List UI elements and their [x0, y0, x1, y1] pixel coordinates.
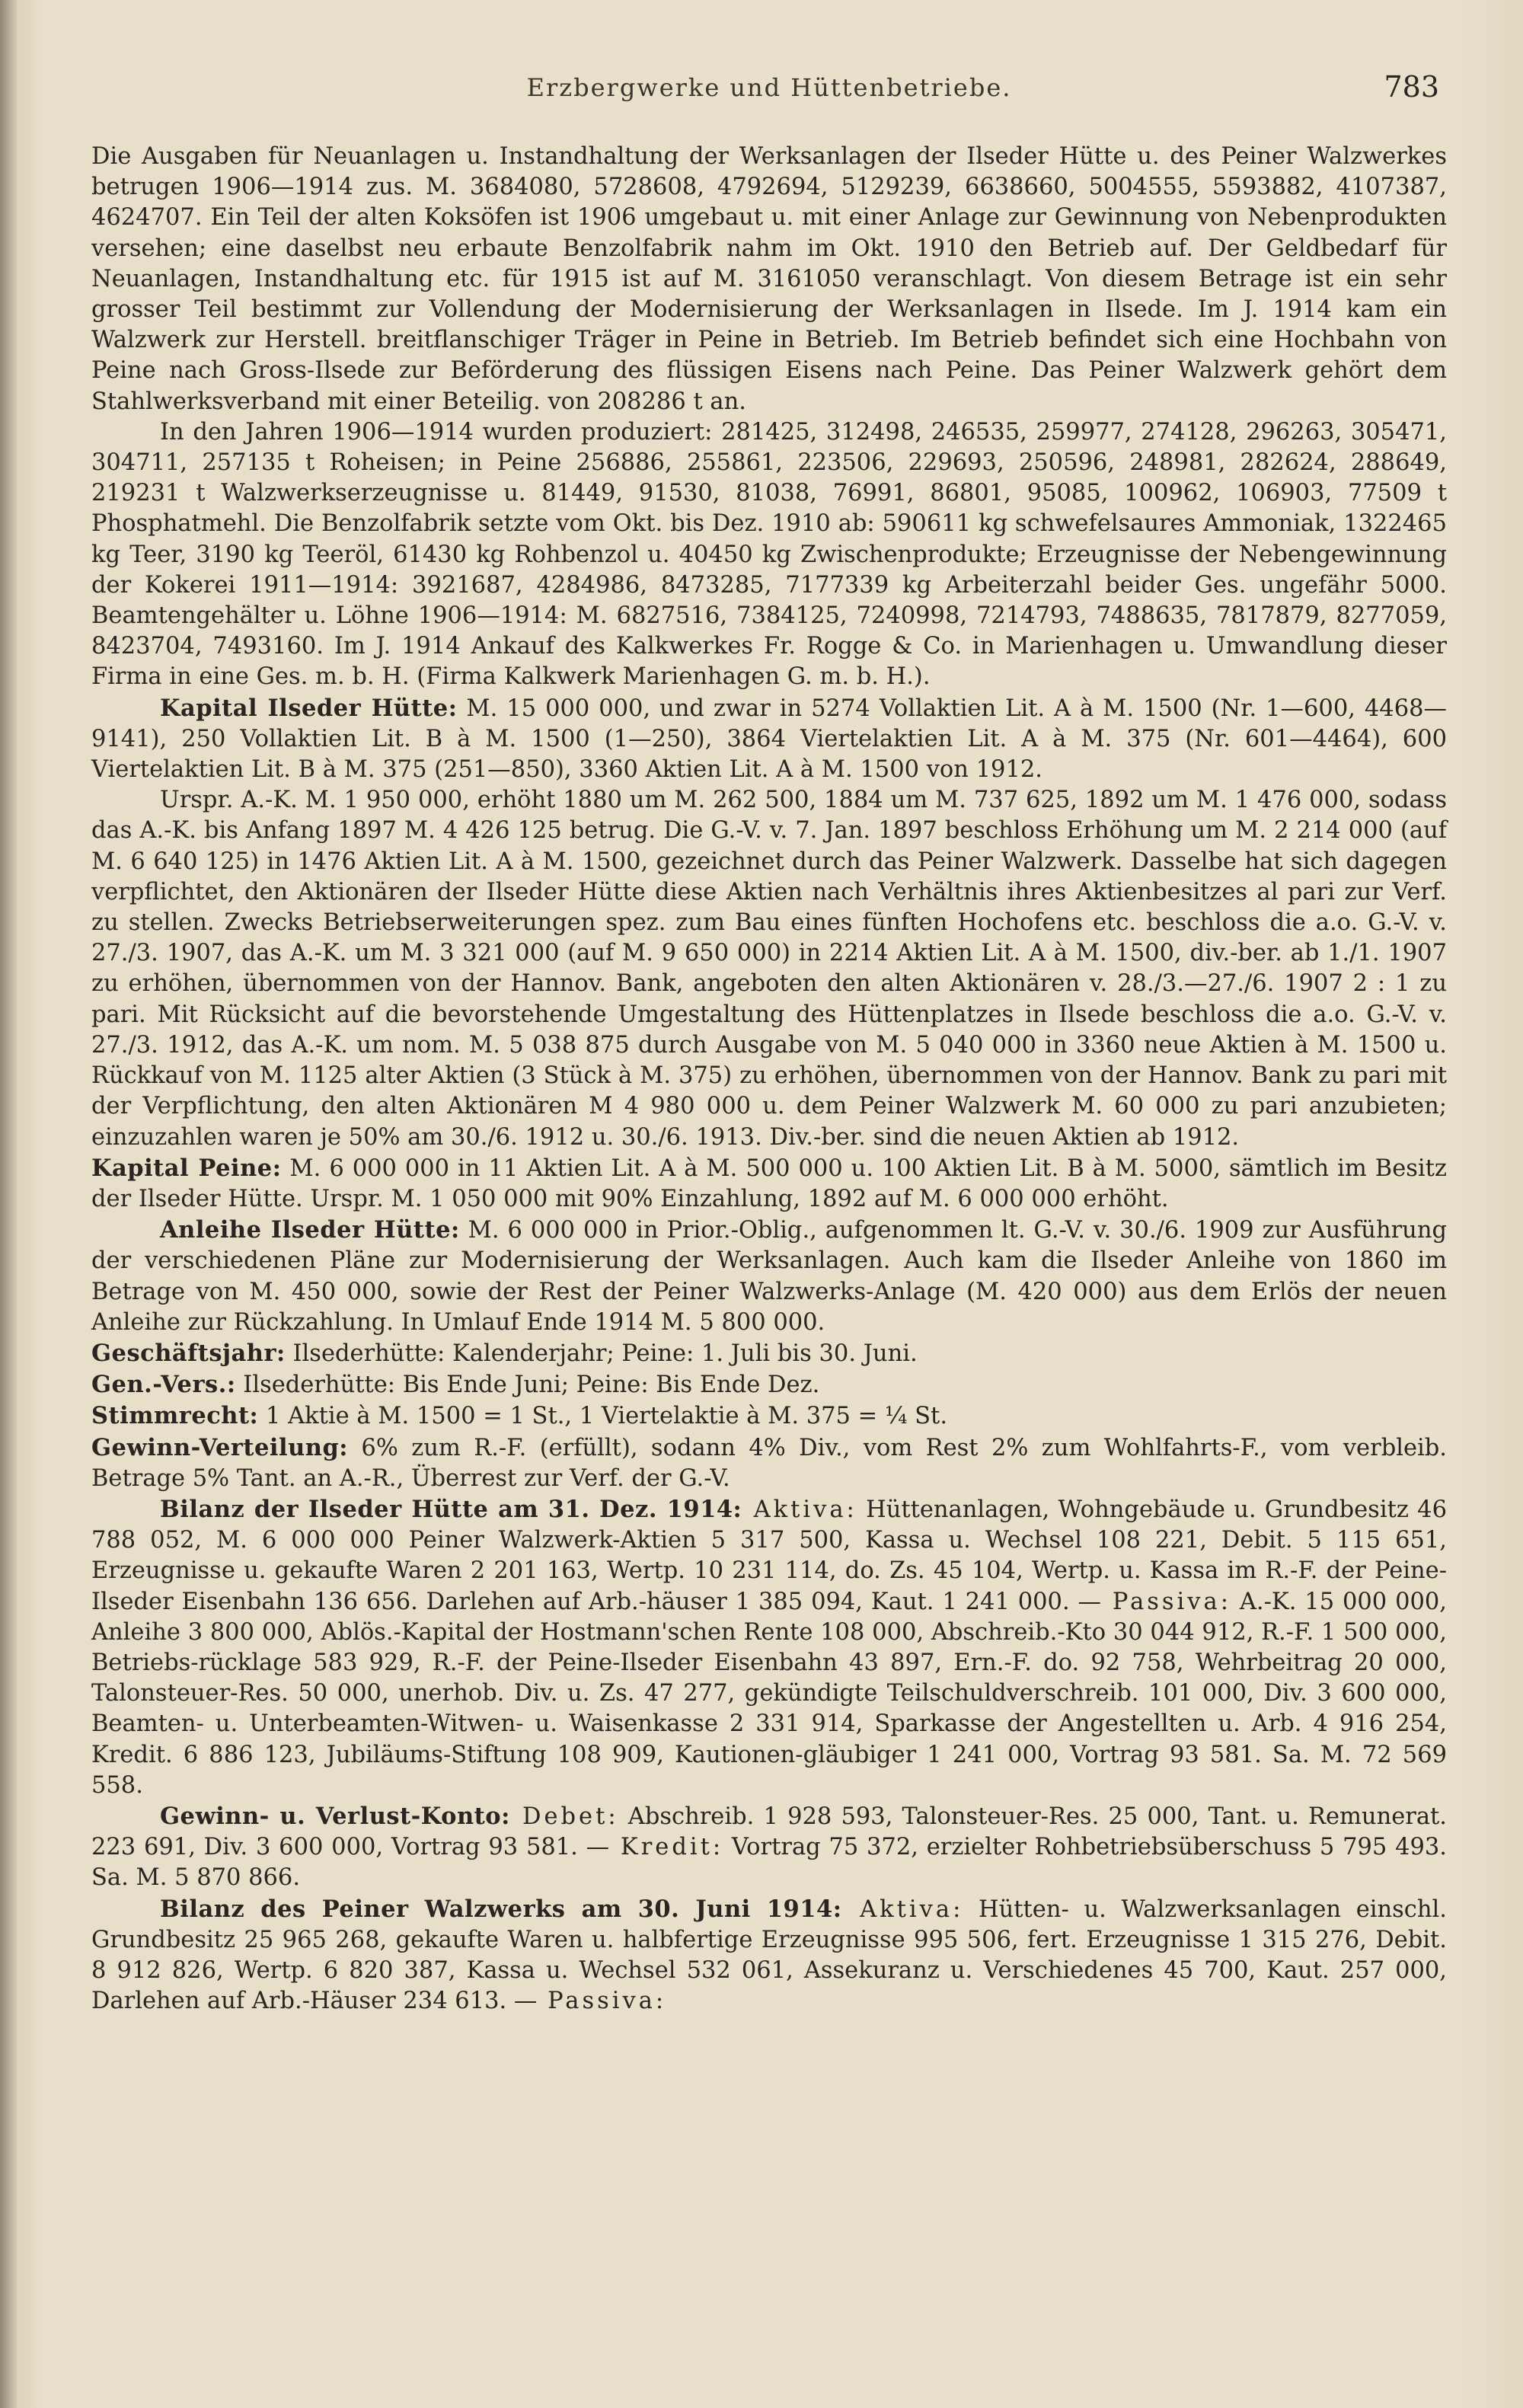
- gewinn-verlust-heading: Gewinn- u. Verlust-Konto:: [160, 1802, 510, 1830]
- bilanz-ilseder-aktiva-label: Aktiva:: [742, 1496, 857, 1523]
- paragraph-bilanz-peine: [91, 1894, 1447, 2017]
- genvers-heading: Gen.-Vers.:: [91, 1371, 236, 1399]
- gewinn-verlust-kredit-text: Vortrag 75 372, erzielter Rohbetriebsüberschuss 5 795 493. Sa. M. 5 870 866.: [91, 1834, 1447, 1892]
- bilanz-peine-aktiva-label: Aktiva:: [841, 1895, 964, 1923]
- paragraph-genvers: [91, 1369, 1447, 1400]
- paragraph-bilanz-ilseder: [91, 1494, 1447, 1801]
- bilanz-ilseder-passiva-label: Passiva:: [1101, 1588, 1232, 1615]
- paragraph-stimmrecht: [91, 1400, 1447, 1432]
- gewinn-verlust-debet-text: Abschreib. 1 928 593, Talonsteuer-Res. 25 000, Tant. u. Remunerat. 223 691, Div. 3 600 000, Vortrag 93 581. —: [91, 1803, 1447, 1861]
- bilanz-peine-heading: Bilanz des Peiner Walzwerks am 30. Juni 1914:: [160, 1895, 842, 1923]
- paragraph-kapital-peine: [91, 1153, 1447, 1215]
- anleihe-heading: Anleihe Ilseder Hütte:: [160, 1216, 460, 1244]
- genvers-text: Ilsederhütte: Bis Ende Juni; Peine: Bis Ende Dez.: [235, 1372, 820, 1399]
- bilanz-peine-passiva-label: Passiva:: [537, 1988, 667, 2015]
- page-number: 783: [1384, 70, 1439, 104]
- kapital-peine-heading: Kapital Peine:: [91, 1154, 282, 1182]
- binding-shadow: [0, 0, 17, 2408]
- bilanz-ilseder-heading: Bilanz der Ilseder Hütte am 31. Dez. 1914:: [160, 1495, 742, 1523]
- paragraph-gewinn-verlust: [91, 1801, 1447, 1894]
- body-text: [91, 142, 1447, 2017]
- bilanz-ilseder-aktiva-text: Hüttenanlagen, Wohngebäude u. Grundbesitz 46 788 052, M. 6 000 000 Peiner Walzwerk-Aktien 5 317 500, Kassa u. Wechsel 108 221, Debit. 5 115 651, Erzeugnisse u. gekaufte Waren 2 201 163, Wertp. 10 231 114, do. Zs. 45 104, Wertp. u. Kassa im R.-F. der Peine-Ilseder Eisenbahn 136 656. Darlehen auf Arb.-häuser 1 385 094, Kaut. 1 241 000. —: [91, 1496, 1447, 1615]
- paragraph-geschaeftsjahr: [91, 1338, 1447, 1369]
- stimmrecht-heading: Stimmrecht:: [91, 1402, 259, 1430]
- gewinn-verlust-kredit-label: Kredit:: [609, 1834, 724, 1861]
- kapital-ilseder-text: M. 15 000 000, und zwar in 5274 Vollaktien Lit. A à M. 1500 (Nr. 1—600, 4468—9141), 250 Vollaktien Lit. B à M. 1500 (1—250), 3864 Viertelaktien Lit. A à M. 375 (Nr. 601—4464), 600 Viertelaktien Lit. B à M. 375 (251—850), 3360 Aktien Lit. A à M. 1500 von 1912.: [91, 695, 1448, 784]
- geschaeftsjahr-heading: Geschäftsjahr:: [91, 1339, 286, 1367]
- paragraph-investments: Die Ausgaben für Neuanlagen u. Instandhaltung der Werksanlagen der Ilseder Hütte u. des Peiner Walzwerkes betrugen 1906—1914 zus. M. 3684080, 5728608, 4792694, 5129239, 6638660, 5004555, 5593882, 4107387, 4624707. Ein Teil der alten Koksöfen ist 1906 umgebaut u. mit einer Anlage zur Gewinnung von Nebenprodukten versehen; eine daselbst neu erbaute Benzolfabrik nahm im Okt. 1910 den Betrieb auf. Der Geldbedarf für Neuanlagen, Instandhaltung etc. für 1915 ist auf M. 3161050 veranschlagt. Von diesem Betrage ist ein sehr grosser Teil bestimmt zur Vollendung der Modernisierung der Werksanlagen in Ilsede. Im J. 1914 kam ein Walzwerk zur Herstell. breitflanschiger Träger in Peine in Betrieb. Im Betrieb befindet sich eine Hochbahn von Peine nach Gross-Ilsede zur Beförderung des flüssigen Eisens nach Peine. Das Peiner Walzwerk gehört dem Stahlwerksverband mit einer Beteilig. von 208286 t an.: [91, 143, 1447, 415]
- paragraph-gewinn-verteilung: [91, 1432, 1447, 1494]
- paragraph-production: In den Jahren 1906—1914 wurden produziert: 281425, 312498, 246535, 259977, 274128, 296263, 305471, 304711, 257135 t Roheisen; in Peine 256886, 255861, 223506, 229693, 250596, 248981, 282624, 288649, 219231 t Walzwerkserzeugnisse u. 81449, 91530, 81038, 76991, 86801, 95085, 100962, 106903, 77509 t Phosphatmehl. Die Benzolfabrik setzte vom Okt. bis Dez. 1910 ab: 590611 kg schwefelsaures Ammoniak, 1322465 kg Teer, 3190 kg Teeröl, 61430 kg Rohbenzol u. 40450 kg Zwischenprodukte; Erzeugnisse der Nebengewinnung der Kokerei 1911—1914: 3921687, 4284986, 8473285, 7177339 kg Arbeiterzahl beider Ges. ungefähr 5000. Beamtengehälter u. Löhne 1906—1914: M. 6827516, 7384125, 7240998, 7214793, 7488635, 7817879, 8277059, 8423704, 7493160. Im J. 1914 Ankauf des Kalkwerkes Fr. Rogge & Co. in Marienhagen u. Umwandlung dieser Firma in eine Ges. m. b. H. (Firma Kalkwerk Marienhagen G. m. b. H.).: [91, 418, 1447, 691]
- running-head-title: Erzbergwerke und Hüttenbetriebe.: [526, 73, 1012, 102]
- gewinn-verlust-debet-label: Debet:: [509, 1803, 619, 1830]
- paragraph-urspr: Urspr. A.-K. M. 1 950 000, erhöht 1880 um M. 262 500, 1884 um M. 737 625, 1892 um M. 1 476 000, sodass das A.-K. bis Anfang 1897 M. 4 426 125 betrug. Die G.-V. v. 7. Jan. 1897 beschloss Erhöhung um M. 2 214 000 (auf M. 6 640 125) in 1476 Aktien Lit. A à M. 1500, gezeichnet durch das Peiner Walzwerk. Dasselbe hat sich dagegen verpflichtet, den Aktionären der Ilseder Hütte diese Aktien nach Verhältnis ihres Aktienbesitzes al pari zur Verf. zu stellen. Zwecks Betriebserweiterungen spez. zum Bau eines fünften Hochofens etc. beschloss die a.o. G.-V. v. 27./3. 1907, das A.-K. um M. 3 321 000 (auf M. 9 650 000) in 2214 Aktien Lit. A à M. 1500, div.-ber. ab 1./1. 1907 zu erhöhen, übernommen von der Hannov. Bank, angeboten den alten Aktionären v. 28./3.—27./6. 1907 2 : 1 zu pari. Mit Rücksicht auf die bevorstehende Umgestaltung des Hüttenplatzes in Ilsede beschloss die a.o. G.-V. v. 27./3. 1912, das A.-K. um nom. M. 5 038 875 durch Ausgabe von M. 5 040 000 in 3360 neue Aktien à M. 1500 u. Rückkauf von M. 1125 alter Aktien (3 Stück à M. 375) zu erhöhen, übernommen von der Hannov. Bank zu pari mit der Verpflichtung, den alten Aktionären M 4 980 000 u. dem Peiner Walzwerk M. 60 000 zu pari anzubieten; einzuzahlen waren je 50% am 30./6. 1912 u. 30./6. 1913. Div.-ber. sind die neuen Aktien ab 1912.: [91, 787, 1447, 1151]
- kapital-ilseder-heading: Kapital Ilseder Hütte:: [160, 694, 458, 722]
- stimmrecht-text: 1 Aktie à M. 1500 = 1 St., 1 Viertelaktie à M. 375 = ¼ St.: [258, 1403, 948, 1430]
- paragraph-kapital-ilseder: [91, 693, 1447, 786]
- running-head: [99, 70, 1439, 108]
- anleihe-text: M. 6 000 000 in Prior.-Oblig., aufgenommen lt. G.-V. v. 30./6. 1909 zur Ausführung der verschiedenen Pläne zur Modernisierung der Werksanlagen. Auch kam die Ilseder Anleihe von 1860 im Betrage von M. 450 000, sowie der Rest der Peiner Walzwerks-Anlage (M. 420 000) aus dem Erlös der neuen Anleihe zur Rückzahlung. In Umlauf Ende 1914 M. 5 800 000.: [91, 1217, 1447, 1336]
- gewinn-verteilung-heading: Gewinn-Verteilung:: [91, 1433, 349, 1461]
- bilanz-ilseder-passiva-text: A.-K. 15 000 000, Anleihe 3 800 000, Ablös.-Kapital der Hostmann'schen Rente 108 000, Abschreib.-Kto 30 044 912, R.-F. 1 500 000, Betriebs-rücklage 583 929, R.-F. der Peine-Ilseder Eisenbahn 43 897, Ern.-F. do. 92 758, Wehrbeitrag 20 000, Talonsteuer-Res. 50 000, unerhob. Div. u. Zs. 47 277, gekündigte Teilschuldverschreib. 101 000, Div. 3 600 000, Beamten- u. Unterbeamten-Witwen- u. Waisenkasse 2 331 914, Sparkasse der Angestellten u. Arb. 4 916 254, Kredit. 6 886 123, Jubiläums-Stiftung 108 909, Kautionen-gläubiger 1 241 000, Vortrag 93 581. Sa. M. 72 569 558.: [91, 1588, 1448, 1799]
- geschaeftsjahr-text: Ilsederhütte: Kalenderjahr; Peine: 1. Juli bis 30. Juni.: [285, 1340, 918, 1367]
- paragraph-anleihe: [91, 1215, 1447, 1338]
- kapital-peine-text: M. 6 000 000 in 11 Aktien Lit. A à M. 500 000 u. 100 Aktien Lit. B à M. 5000, sämtlich im Besitz der Ilseder Hütte. Urspr. M. 1 050 000 mit 90% Einzahlung, 1892 auf M. 6 000 000 erhöht.: [91, 1154, 1448, 1212]
- bilanz-peine-aktiva-text: Hütten- u. Walzwerksanlagen einschl. Grundbesitz 25 965 268, gekaufte Waren u. halbfertige Erzeugnisse 995 506, fert. Erzeugnisse 1 315 276, Debit. 8 912 826, Wertp. 6 820 387, Kassa u. Wechsel 532 061, Assekuranz u. Verschiedenes 45 700, Kaut. 257 000, Darlehen auf Arb.-Häuser 234 613. —: [91, 1895, 1447, 2015]
- gewinn-verteilung-text: 6% zum R.-F. (erfüllt), sodann 4% Div., vom Rest 2% zum Wohlfahrts-F., vom verbleib. Betrage 5% Tant. an A.-R., Überrest zur Verf. der G.-V.: [91, 1434, 1447, 1492]
